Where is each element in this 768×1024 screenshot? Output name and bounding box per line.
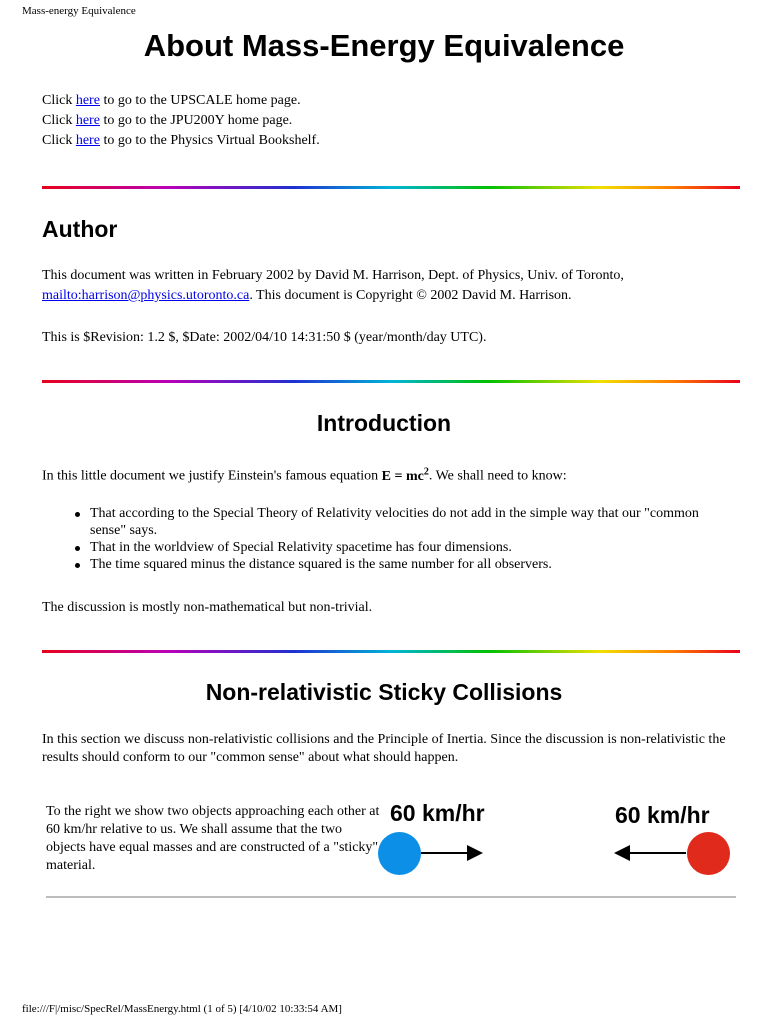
list-item-text: That in the worldview of Special Relativity spacetime has four dimensions. xyxy=(90,540,512,555)
bookshelf-link[interactable]: here xyxy=(75,133,100,148)
collisions-heading: Non-relativistic Sticky Collisions xyxy=(205,679,563,705)
intro-bullet-list xyxy=(42,505,732,573)
nav-line-jpu200y xyxy=(42,111,320,131)
rainbow-divider xyxy=(42,650,740,653)
intro-closing: The discussion is mostly non-mathematical but non-trivial. xyxy=(42,600,373,615)
bullet-icon xyxy=(75,546,80,551)
right-arrow-icon xyxy=(421,852,481,854)
equation-exponent: 2 xyxy=(423,466,429,477)
nav-link-list xyxy=(42,91,320,151)
section-divider xyxy=(46,896,736,898)
left-speed-label: 60 km/hr xyxy=(390,800,485,826)
page-footer: file:///F|/misc/SpecRel/MassEnergy.html (1 of 5) [4/10/02 10:33:54 AM] xyxy=(22,1003,342,1015)
blue-ball xyxy=(378,832,421,875)
list-item xyxy=(42,539,732,556)
nav-line-upscale xyxy=(42,91,320,111)
nav-suffix: to go to the Physics Virtual Bookshelf. xyxy=(99,133,320,148)
intro-lead-suffix: . We shall need to know: xyxy=(428,468,567,484)
list-item xyxy=(42,556,732,573)
list-item-text: That according to the Special Theory of Relativity velocities do not add in the simple way that our "common sense" says. xyxy=(90,506,699,538)
nav-suffix: to go to the UPSCALE home page. xyxy=(99,93,301,108)
equation-base: E = mc xyxy=(381,468,424,484)
author-heading: Author xyxy=(42,216,118,242)
page-title: About Mass-Energy Equivalence xyxy=(143,28,625,63)
nav-prefix: Click xyxy=(42,133,76,148)
intro-lead-text: In this little document we justify Einstein's famous equation xyxy=(42,468,382,484)
introduction-heading: Introduction xyxy=(316,410,452,436)
collision-figure xyxy=(378,798,738,888)
right-speed-label: 60 km/hr xyxy=(615,802,710,828)
nav-suffix: to go to the JPU200Y home page. xyxy=(99,113,293,128)
copyright-text: . This document is Copyright © 2002 David M. Harrison. xyxy=(249,288,572,303)
figure-caption: To the right we show two objects approaching each other at 60 km/hr relative to us. We shall assume that the two objects have equal masses and are constructed of a "sticky" material. xyxy=(46,804,380,873)
author-info xyxy=(42,266,742,306)
author-line-2 xyxy=(42,286,742,306)
intro-lead xyxy=(42,462,567,487)
rainbow-divider xyxy=(42,186,740,189)
author-line: This document was written in February 2002 by David M. Harrison, Dept. of Physics, Univ. of Toronto, xyxy=(42,268,624,283)
list-item xyxy=(42,505,732,539)
nav-prefix: Click xyxy=(42,93,76,108)
equation xyxy=(381,466,429,484)
left-arrow-icon xyxy=(614,852,686,854)
collisions-paragraph: In this section we discuss non-relativistic collisions and the Principle of Inertia. Since the discussion is non-relativistic the results should conform to our "common sense" about what should happen. xyxy=(42,732,726,765)
revision-text: This is $Revision: 1.2 $, $Date: 2002/04/10 14:31:50 $ (year/month/day UTC). xyxy=(42,330,487,345)
rainbow-divider xyxy=(42,380,740,383)
nav-line-bookshelf xyxy=(42,131,320,151)
bullet-icon xyxy=(75,563,80,568)
jpu200y-home-link[interactable]: here xyxy=(75,113,100,128)
list-item-text: The time squared minus the distance squared is the same number for all observers. xyxy=(90,557,552,572)
nav-prefix: Click xyxy=(42,113,76,128)
red-ball xyxy=(687,832,730,875)
window-title: Mass-energy Equivalence xyxy=(22,5,136,17)
upscale-home-link[interactable]: here xyxy=(75,93,100,108)
bullet-icon xyxy=(75,512,80,517)
email-link[interactable]: mailto:harrison@physics.utoronto.ca xyxy=(42,288,250,303)
